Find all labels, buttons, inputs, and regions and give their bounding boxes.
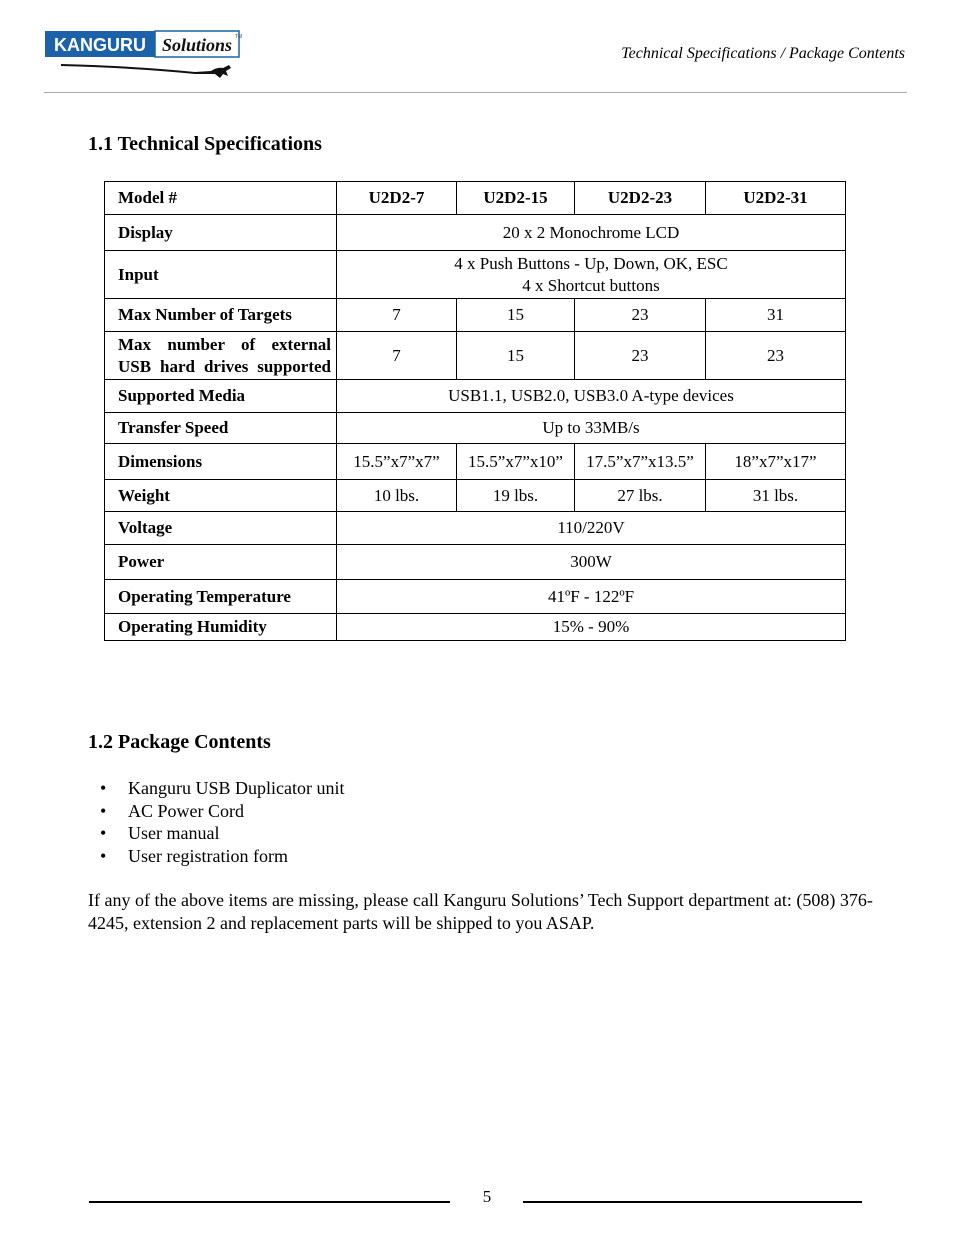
row-label: Voltage [105,512,337,545]
row-value: Up to 33MB/s [337,413,846,444]
table-row-dimensions [105,444,846,480]
row-value [337,251,846,299]
header-cell-model: Model # [105,182,337,215]
list-item: • AC Power Cord [100,800,344,823]
cell-value: 31 lbs. [706,480,846,512]
cell-value: 7 [337,299,457,332]
specifications-table [104,181,846,641]
header-cell-u2d2-23: U2D2-23 [575,182,706,215]
row-label: Operating Humidity [105,614,337,641]
cell-value: 27 lbs. [575,480,706,512]
row-label: Dimensions [105,444,337,480]
input-line-2: 4 x Shortcut buttons [522,275,660,295]
table-row-voltage [105,512,846,545]
cell-value: 31 [706,299,846,332]
section-heading-package-contents: 1.2 Package Contents [88,731,271,753]
row-label: Weight [105,480,337,512]
footer-rule-left [89,1201,450,1203]
header-divider [44,92,907,93]
row-value: USB1.1, USB2.0, USB3.0 A-type devices [337,380,846,413]
table-row-operating-humidity [105,614,846,641]
cell-value: 15 [457,299,575,332]
table-row-transfer-speed [105,413,846,444]
row-value: 110/220V [337,512,846,545]
row-value: 20 x 2 Monochrome LCD [337,215,846,251]
row-value: 41ºF - 122ºF [337,580,846,614]
kangaroo-swoosh-icon [61,64,231,78]
row-label: Display [105,215,337,251]
row-label: Operating Temperature [105,580,337,614]
page-number: 5 [482,1187,492,1206]
cell-value: 23 [575,299,706,332]
cell-value: 19 lbs. [457,480,575,512]
list-item: • User registration form [100,845,344,868]
running-header-title: Technical Specifications / Package Contents [621,45,905,62]
logo-script-text: Solutions [161,35,233,55]
cell-value: 15.5”x7”x7” [337,444,457,480]
logo-trademark: TM [235,34,243,40]
table-row-power [105,545,846,580]
missing-items-note: If any of the above items are missing, please call Kanguru Solutions’ Tech Support department at: (508) 376-4245, extension 2 and replacement parts will be shipped to you ASAP. [88,890,873,933]
cell-value: 7 [337,332,457,380]
table-row-max-targets [105,299,846,332]
kanguru-logo [45,28,245,84]
table-row-supported-media [105,380,846,413]
cell-value: 17.5”x7”x13.5” [575,444,706,480]
list-item: • Kanguru USB Duplicator unit [100,777,344,800]
row-value: 15% - 90% [337,614,846,641]
list-item: • User manual [100,822,344,845]
row-label: Max Number of Targets [105,299,337,332]
row-label: Transfer Speed [105,413,337,444]
row-label: Max number of external USB hard drives supported [105,332,337,380]
table-row-operating-temperature [105,580,846,614]
table-row-external-drives [105,332,846,380]
cell-value: 15 [457,332,575,380]
row-label: Power [105,545,337,580]
section-heading-technical-specifications: 1.1 Technical Specifications [88,133,322,155]
header-cell-u2d2-7: U2D2-7 [337,182,457,215]
cell-value: 18”x7”x17” [706,444,846,480]
input-line-1: 4 x Push Buttons - Up, Down, OK, ESC [454,253,728,273]
header-cell-u2d2-31: U2D2-31 [706,182,846,215]
table-row-display [105,215,846,251]
header-cell-u2d2-15: U2D2-15 [457,182,575,215]
logo-text: KANGURU [54,35,146,55]
cell-value: 10 lbs. [337,480,457,512]
package-contents-list [100,777,344,867]
cell-value: 23 [706,332,846,380]
row-value: 300W [337,545,846,580]
table-row-weight [105,480,846,512]
table-row-input [105,251,846,299]
footer-rule-right [523,1201,862,1203]
row-label: Supported Media [105,380,337,413]
row-label: Input [105,251,337,299]
cell-value: 23 [575,332,706,380]
cell-value: 15.5”x7”x10” [457,444,575,480]
table-row-header [105,182,846,215]
